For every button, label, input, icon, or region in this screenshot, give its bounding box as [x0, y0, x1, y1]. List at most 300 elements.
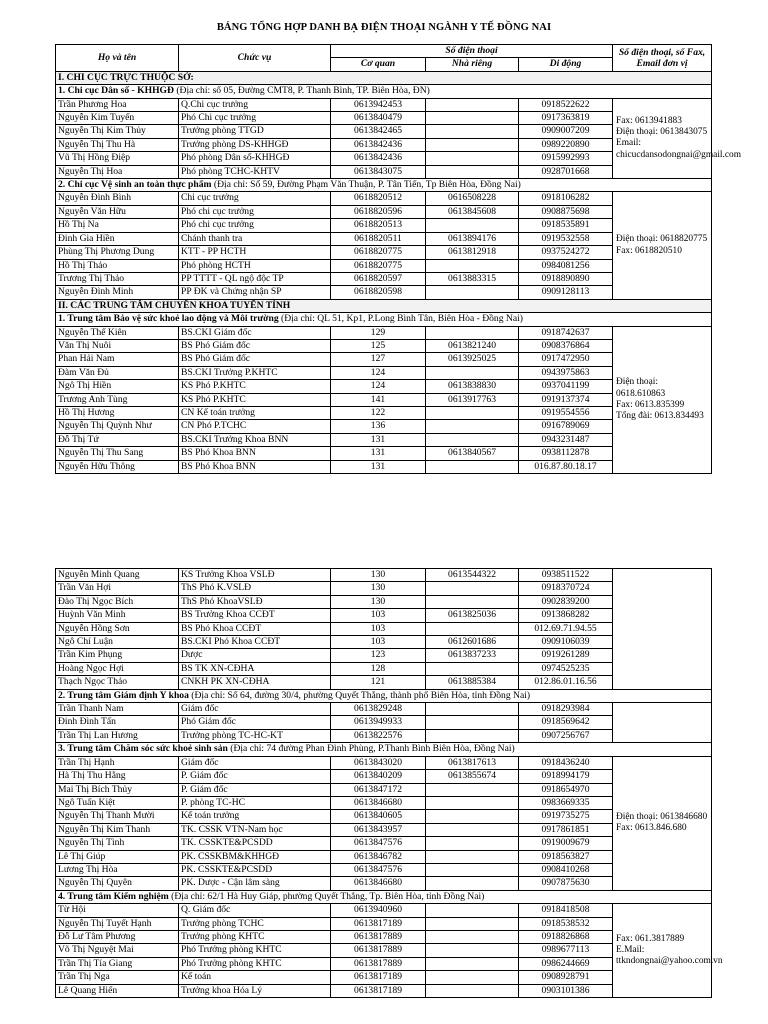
person-name: Nguyễn Thị Kim Thanh: [56, 823, 179, 836]
unit-contact-info: Điện thoại: 0613846680 Fax: 0613.846.680: [613, 756, 712, 890]
unit-address: (Địa chỉ: Số 64, đường 30/4, phường Quyết Thắng, thành phố Biên Hòa, tỉnh Đồng Nai): [188, 689, 531, 701]
person-name: Hồ Thị Na: [56, 219, 179, 232]
position: Trưởng phòng KHTC: [179, 930, 331, 943]
position: P. phòng TC-HC: [179, 796, 331, 809]
mobile-phone: 0907875630: [519, 877, 613, 890]
person-name: Trần Thanh Nam: [56, 703, 179, 716]
mobile-phone: 0938511522: [519, 569, 613, 582]
position: BS.CKI Trưởng P.KHTC: [179, 366, 331, 379]
mobile-phone: 012.86.01.16.56: [519, 676, 613, 689]
mobile-phone: 0983669335: [519, 796, 613, 809]
position: BS.CKI Giám đốc: [179, 326, 331, 339]
person-name: Hà Thị Thu Hằng: [56, 770, 179, 783]
mobile-phone: 0917472950: [519, 353, 613, 366]
home-phone: [426, 165, 519, 178]
position: KS Phó P.KHTC: [179, 380, 331, 393]
mobile-phone: 0919009679: [519, 837, 613, 850]
person-name: Trần Phương Hoa: [56, 98, 179, 111]
office-phone: 0613829248: [331, 703, 426, 716]
position: P. Giám đốc: [179, 770, 331, 783]
mobile-phone: 0918890890: [519, 272, 613, 285]
position: Phó chi cục trưởng: [179, 219, 331, 232]
office-phone: 0613817889: [331, 930, 426, 943]
section-header: [56, 71, 712, 84]
mobile-phone: 0917861851: [519, 823, 613, 836]
home-phone: [426, 406, 519, 419]
mobile-phone: 0943975863: [519, 366, 613, 379]
unit-address: (Địa chỉ: 74 đường Phan Đình Phùng, P.Thanh Bình Biên Hòa, Đồng Nai): [227, 743, 515, 755]
position: BS Phó Khoa BNN: [179, 460, 331, 473]
person-name: Nguyễn Thị Thu Hà: [56, 138, 179, 151]
unit-contact-info: Fax: 0613941883 Điện thoại: 0613843075 Email: chicucdansodongnai@gmail.com: [613, 98, 712, 178]
person-name: Đàm Văn Đủ: [56, 366, 179, 379]
mobile-phone: 0974525235: [519, 662, 613, 675]
mobile-phone: 0928701668: [519, 165, 613, 178]
office-phone: 0613817189: [331, 984, 426, 997]
mobile-phone: 0909007209: [519, 125, 613, 138]
person-name: Huỳnh Văn Minh: [56, 609, 179, 622]
person-name: Lê Quang Hiển: [56, 984, 179, 997]
position: BS Phó Giám đốc: [179, 353, 331, 366]
mobile-phone: 0908875698: [519, 205, 613, 218]
person-name: Trương Thị Thảo: [56, 272, 179, 285]
unit-header: [56, 313, 712, 326]
home-phone: 0613817613: [426, 756, 519, 769]
table-row: [56, 192, 712, 205]
office-phone: 103: [331, 622, 426, 635]
person-name: Hoàng Ngọc Hợi: [56, 662, 179, 675]
mobile-phone: 0915992993: [519, 152, 613, 165]
mobile-phone: 0918106282: [519, 192, 613, 205]
mobile-phone: 0908376864: [519, 339, 613, 352]
position: BS.CKI Trưởng Khoa BNN: [179, 433, 331, 446]
position: PK. CSSKTE&PCSDD: [179, 863, 331, 876]
office-phone: 130: [331, 582, 426, 595]
mobile-phone: 0919261289: [519, 649, 613, 662]
mobile-phone: 0907256767: [519, 729, 613, 742]
position: BS Phó Khoa BNN: [179, 447, 331, 460]
header-office: Cơ quan: [331, 58, 426, 71]
home-phone: 0613894176: [426, 232, 519, 245]
position: Trưởng phòng TTGD: [179, 125, 331, 138]
office-phone: 123: [331, 649, 426, 662]
mobile-phone: 0918742637: [519, 326, 613, 339]
mobile-phone: 0908928791: [519, 971, 613, 984]
position: CN Phó P.TCHC: [179, 420, 331, 433]
unit-name: 4. Trung tâm Kiểm nghiệm: [58, 890, 169, 902]
office-phone: 0613847172: [331, 783, 426, 796]
person-name: Nguyễn Thị Thu Sang: [56, 447, 179, 460]
unit-name: 1. Chi cục Dân số - KHHGĐ: [58, 85, 174, 97]
directory-table-top: [55, 44, 742, 474]
mobile-phone: 0937524272: [519, 246, 613, 259]
home-phone: 0612601686: [426, 636, 519, 649]
mobile-phone: 0908410268: [519, 863, 613, 876]
person-name: Mai Thị Bích Thủy: [56, 783, 179, 796]
unit-title: [56, 743, 712, 756]
person-name: Đỗ Lư Tâm Phương: [56, 930, 179, 943]
table-row: [56, 98, 712, 111]
mobile-phone: 0917363819: [519, 112, 613, 125]
unit-contact-info: [613, 569, 712, 690]
mobile-phone: 0937041199: [519, 380, 613, 393]
unit-address: (Địa chỉ: số 05, Đường CMT8, P. Thanh Bình, TP. Biên Hòa, ĐN): [173, 85, 430, 97]
office-phone: 0613940960: [331, 904, 426, 917]
table-row: [56, 756, 712, 769]
office-phone: 0618820597: [331, 272, 426, 285]
home-phone: [426, 783, 519, 796]
position: PK. Dược - Cận lâm sàng: [179, 877, 331, 890]
home-phone: [426, 837, 519, 850]
person-name: Nguyễn Thế Kiên: [56, 326, 179, 339]
office-phone: 0613840605: [331, 810, 426, 823]
mobile-phone: 0902839200: [519, 595, 613, 608]
person-name: Trần Thị Nga: [56, 971, 179, 984]
position: TK. CSSK VTN-Nam học: [179, 823, 331, 836]
section-header: [56, 299, 712, 312]
person-name: Văn Thị Nuôi: [56, 339, 179, 352]
mobile-phone: 0918538532: [519, 917, 613, 930]
office-phone: 141: [331, 393, 426, 406]
unit-title: [56, 179, 712, 192]
office-phone: 0618820512: [331, 192, 426, 205]
table-row: [56, 703, 712, 716]
position: Chi cục trưởng: [179, 192, 331, 205]
position: PP TTTT - QL ngộ độc TP: [179, 272, 331, 285]
person-name: Lương Thị Hòa: [56, 863, 179, 876]
mobile-phone: 0913868282: [519, 609, 613, 622]
home-phone: [426, 582, 519, 595]
mobile-phone: 0943231487: [519, 433, 613, 446]
mobile-phone: 0989220890: [519, 138, 613, 151]
home-phone: [426, 944, 519, 957]
position: Phó phòng HCTH: [179, 259, 331, 272]
person-name: Nguyễn Thị Hoa: [56, 165, 179, 178]
home-phone: [426, 716, 519, 729]
person-name: Nguyễn Thị Quyên: [56, 877, 179, 890]
section-title: II. CÁC TRUNG TÂM CHUYÊN KHOA TUYẾN TỈNH: [56, 299, 712, 312]
home-phone: 0613917763: [426, 393, 519, 406]
office-phone: 0613847576: [331, 863, 426, 876]
mobile-phone: 0984081256: [519, 259, 613, 272]
office-phone: 0613842465: [331, 125, 426, 138]
header-mobile: Di động: [519, 58, 613, 71]
home-phone: [426, 877, 519, 890]
home-phone: [426, 796, 519, 809]
unit-name: 2. Chi cục Vệ sinh an toàn thực phẩm: [58, 179, 212, 191]
office-phone: 0618820775: [331, 246, 426, 259]
office-phone: 0613846680: [331, 796, 426, 809]
office-phone: 124: [331, 366, 426, 379]
office-phone: 131: [331, 433, 426, 446]
office-phone: 0613817189: [331, 971, 426, 984]
office-phone: 122: [331, 406, 426, 419]
position: Kế toán: [179, 971, 331, 984]
office-phone: 0613843957: [331, 823, 426, 836]
unit-header: [56, 689, 712, 702]
home-phone: [426, 125, 519, 138]
unit-address: (Địa chỉ: 62/1 Hà Huy Giáp, phường Quyết Thắng, Tp. Biên Hòa, tỉnh Đồng Nai): [168, 890, 485, 902]
position: Phó Giám đốc: [179, 716, 331, 729]
mobile-phone: 0918436240: [519, 756, 613, 769]
office-phone: 0613942453: [331, 98, 426, 111]
home-phone: [426, 622, 519, 635]
position: Giám đốc: [179, 756, 331, 769]
home-phone: [426, 984, 519, 997]
office-phone: 0618820775: [331, 259, 426, 272]
person-name: Từ Hội: [56, 904, 179, 917]
position: BS Trưởng Khoa CCĐT: [179, 609, 331, 622]
header-phone-group: Số điện thoại: [331, 45, 613, 58]
mobile-phone: 0918654970: [519, 783, 613, 796]
position: Dược: [179, 649, 331, 662]
office-phone: 0613843020: [331, 756, 426, 769]
mobile-phone: 0919735275: [519, 810, 613, 823]
mobile-phone: 016.87.80.18.17: [519, 460, 613, 473]
position: Phó phòng Dân số-KHHGĐ: [179, 152, 331, 165]
home-phone: [426, 138, 519, 151]
position: BS Phó Khoa CCĐT: [179, 622, 331, 635]
unit-name: 3. Trung tâm Chăm sóc sức khoẻ sinh sản: [58, 743, 228, 755]
office-phone: 0618820598: [331, 286, 426, 299]
office-phone: 131: [331, 460, 426, 473]
office-phone: 0613817889: [331, 944, 426, 957]
office-phone: 0618820513: [331, 219, 426, 232]
person-name: Nguyễn Hồng Sơn: [56, 622, 179, 635]
position: TK. CSSKTE&PCSDD: [179, 837, 331, 850]
person-name: Nguyễn Minh Quang: [56, 569, 179, 582]
position: ThS Phó KhoaVSLĐ: [179, 595, 331, 608]
mobile-phone: 0986244669: [519, 957, 613, 970]
position: Kế toán trưởng: [179, 810, 331, 823]
home-phone: [426, 971, 519, 984]
position: KTT - PP HCTH: [179, 246, 331, 259]
mobile-phone: 0918569642: [519, 716, 613, 729]
home-phone: [426, 98, 519, 111]
home-phone: [426, 930, 519, 943]
home-phone: [426, 850, 519, 863]
office-phone: 103: [331, 636, 426, 649]
position: Phó Trưởng phòng KHTC: [179, 944, 331, 957]
mobile-phone: 0909106039: [519, 636, 613, 649]
unit-title: [56, 313, 712, 326]
header-home: Nhà riêng: [426, 58, 519, 71]
person-name: Nguyễn Đình Bình: [56, 192, 179, 205]
home-phone: [426, 286, 519, 299]
office-phone: 0613817889: [331, 957, 426, 970]
person-name: Đinh Gia Hiền: [56, 232, 179, 245]
home-phone: 0613840567: [426, 447, 519, 460]
person-name: Đinh Đình Tấn: [56, 716, 179, 729]
person-name: Thạch Ngọc Thảo: [56, 676, 179, 689]
office-phone: 125: [331, 339, 426, 352]
mobile-phone: 0909128113: [519, 286, 613, 299]
person-name: Hồ Thị Hương: [56, 406, 179, 419]
mobile-phone: 0916789069: [519, 420, 613, 433]
office-phone: 0613840479: [331, 112, 426, 125]
position: PP ĐK và Chứng nhận SP: [179, 286, 331, 299]
mobile-phone: 0918418508: [519, 904, 613, 917]
unit-contact-info: Fax: 061.3817889 E.Mail: ttkndongnai@yahoo.com.vn: [613, 904, 712, 998]
header-contact: Số điện thoại, số Fax, Email đơn vị: [613, 45, 712, 72]
mobile-phone: 0918563827: [519, 850, 613, 863]
person-name: Nguyễn Thị Tuyết Hạnh: [56, 917, 179, 930]
mobile-phone: 0919532558: [519, 232, 613, 245]
home-phone: [426, 366, 519, 379]
office-phone: 0613847576: [331, 837, 426, 850]
person-name: Trần Kim Phụng: [56, 649, 179, 662]
directory-table-bottom: [55, 568, 723, 998]
mobile-phone: 0918293984: [519, 703, 613, 716]
home-phone: [426, 904, 519, 917]
person-name: Võ Thị Nguyệt Mai: [56, 944, 179, 957]
person-name: Đào Thị Ngọc Bích: [56, 595, 179, 608]
person-name: Ngô Thị Hiền: [56, 380, 179, 393]
position: Chánh thanh tra: [179, 232, 331, 245]
office-phone: 0618820596: [331, 205, 426, 218]
home-phone: [426, 917, 519, 930]
unit-header: [56, 890, 712, 903]
person-name: Trần Thị Hạnh: [56, 756, 179, 769]
position: BS TK XN-CĐHA: [179, 662, 331, 675]
office-phone: 130: [331, 569, 426, 582]
person-name: Nguyễn Thị Quỳnh Như: [56, 420, 179, 433]
position: PK. CSSKBM&KHHGĐ: [179, 850, 331, 863]
person-name: Nguyễn Thị Tình: [56, 837, 179, 850]
home-phone: 0613544322: [426, 569, 519, 582]
header-position: Chức vụ: [179, 45, 331, 72]
person-name: Ngô Tuấn Kiệt: [56, 796, 179, 809]
table-row: [56, 569, 712, 582]
home-phone: 0613885384: [426, 676, 519, 689]
person-name: Đỗ Thị Tứ: [56, 433, 179, 446]
home-phone: [426, 810, 519, 823]
home-phone: [426, 460, 519, 473]
office-phone: 136: [331, 420, 426, 433]
home-phone: 0613925025: [426, 353, 519, 366]
mobile-phone: 0918535891: [519, 219, 613, 232]
home-phone: [426, 595, 519, 608]
home-phone: [426, 729, 519, 742]
person-name: Nguyễn Thị Thanh Mười: [56, 810, 179, 823]
person-name: Phan Hải Nam: [56, 353, 179, 366]
home-phone: 0613837233: [426, 649, 519, 662]
office-phone: 131: [331, 447, 426, 460]
home-phone: [426, 219, 519, 232]
unit-header: [56, 85, 712, 98]
home-phone: 0613838830: [426, 380, 519, 393]
position: P. Giám đốc: [179, 783, 331, 796]
position: Phó chi cục trưởng: [179, 205, 331, 218]
person-name: Nguyễn Đình Minh: [56, 286, 179, 299]
home-phone: 0613812918: [426, 246, 519, 259]
header-name: Họ và tên: [56, 45, 179, 72]
office-phone: 0613843075: [331, 165, 426, 178]
office-phone: 0613846680: [331, 877, 426, 890]
unit-address: (Địa chỉ: Số 59, Đường Phạm Văn Thuận, P. Tân Tiến, Tp Biên Hòa, Đồng Nai): [211, 179, 521, 191]
home-phone: [426, 957, 519, 970]
section-title: I. CHI CỤC TRỰC THUỘC SỞ:: [56, 71, 712, 84]
person-name: Ngô Chí Luận: [56, 636, 179, 649]
office-phone: 124: [331, 380, 426, 393]
position: Giám đốc: [179, 703, 331, 716]
home-phone: 0613855674: [426, 770, 519, 783]
position: Trưởng phòng DS-KHHGĐ: [179, 138, 331, 151]
home-phone: [426, 703, 519, 716]
position: Trưởng khoa Hóa Lý: [179, 984, 331, 997]
mobile-phone: 012.69.71.94.55: [519, 622, 613, 635]
office-phone: 121: [331, 676, 426, 689]
person-name: Trần Văn Hợi: [56, 582, 179, 595]
position: Phó Chi cục trưởng: [179, 112, 331, 125]
unit-contact-info: Điện thoại: 0618.610863 Fax: 0613.835399 Tổng đài: 0613.834493: [613, 326, 712, 473]
table-row: [56, 904, 712, 917]
home-phone: 0613825036: [426, 609, 519, 622]
office-phone: 0613842436: [331, 138, 426, 151]
unit-contact-info: Điện thoại: 0618820775 Fax: 0618820510: [613, 192, 712, 299]
person-name: Nguyễn Văn Hữu: [56, 205, 179, 218]
unit-title: [56, 85, 712, 98]
home-phone: 0613883315: [426, 272, 519, 285]
unit-contact-info: [613, 703, 712, 743]
home-phone: 0616508228: [426, 192, 519, 205]
person-name: Nguyễn Kim Tuyến: [56, 112, 179, 125]
position: KS Phó P.KHTC: [179, 393, 331, 406]
office-phone: 0613817189: [331, 917, 426, 930]
home-phone: 0613821240: [426, 339, 519, 352]
home-phone: [426, 433, 519, 446]
unit-address: (Địa chỉ: QL 51, Kp1, P.Long Bình Tân, Biên Hòa - Đồng Nai): [278, 313, 523, 325]
unit-name: 1. Trung tâm Bảo vệ sức khoẻ lao động và Môi trường: [58, 313, 279, 325]
mobile-phone: 0938112878: [519, 447, 613, 460]
position: Phó phòng TCHC-KHTV: [179, 165, 331, 178]
person-name: Vũ Thị Hồng Điệp: [56, 152, 179, 165]
unit-header: [56, 743, 712, 756]
office-phone: 0618820511: [331, 232, 426, 245]
position: CN Kế toán trưởng: [179, 406, 331, 419]
home-phone: [426, 823, 519, 836]
position: Phó Trưởng phòng KHTC: [179, 957, 331, 970]
position: Trưởng phòng TCHC: [179, 917, 331, 930]
office-phone: 0613949933: [331, 716, 426, 729]
person-name: Phùng Thị Phương Dung: [56, 246, 179, 259]
home-phone: [426, 152, 519, 165]
mobile-phone: 0918370724: [519, 582, 613, 595]
table-row: [56, 326, 712, 339]
page-title: BẢNG TỔNG HỢP DANH BẠ ĐIỆN THOẠI NGÀNH Y TẾ ĐỒNG NAI: [216, 22, 552, 33]
mobile-phone: 0918994179: [519, 770, 613, 783]
position: Trưởng phòng TC-HC-KT: [179, 729, 331, 742]
mobile-phone: 0903101386: [519, 984, 613, 997]
home-phone: [426, 863, 519, 876]
home-phone: [426, 420, 519, 433]
person-name: Trương Anh Tùng: [56, 393, 179, 406]
unit-name: 2. Trung tâm Giám định Y khoa: [58, 689, 189, 701]
position: KS Trưởng Khoa VSLĐ: [179, 569, 331, 582]
mobile-phone: 0918826868: [519, 930, 613, 943]
office-phone: 0613846782: [331, 850, 426, 863]
office-phone: 128: [331, 662, 426, 675]
position: BS.CKI Phó Khoa CCĐT: [179, 636, 331, 649]
person-name: Hồ Thị Thảo: [56, 259, 179, 272]
position: Q. Giám đốc: [179, 904, 331, 917]
position: CNKH PK XN-CĐHA: [179, 676, 331, 689]
home-phone: [426, 326, 519, 339]
home-phone: [426, 112, 519, 125]
mobile-phone: 0989677113: [519, 944, 613, 957]
office-phone: 127: [331, 353, 426, 366]
office-phone: 0613840209: [331, 770, 426, 783]
